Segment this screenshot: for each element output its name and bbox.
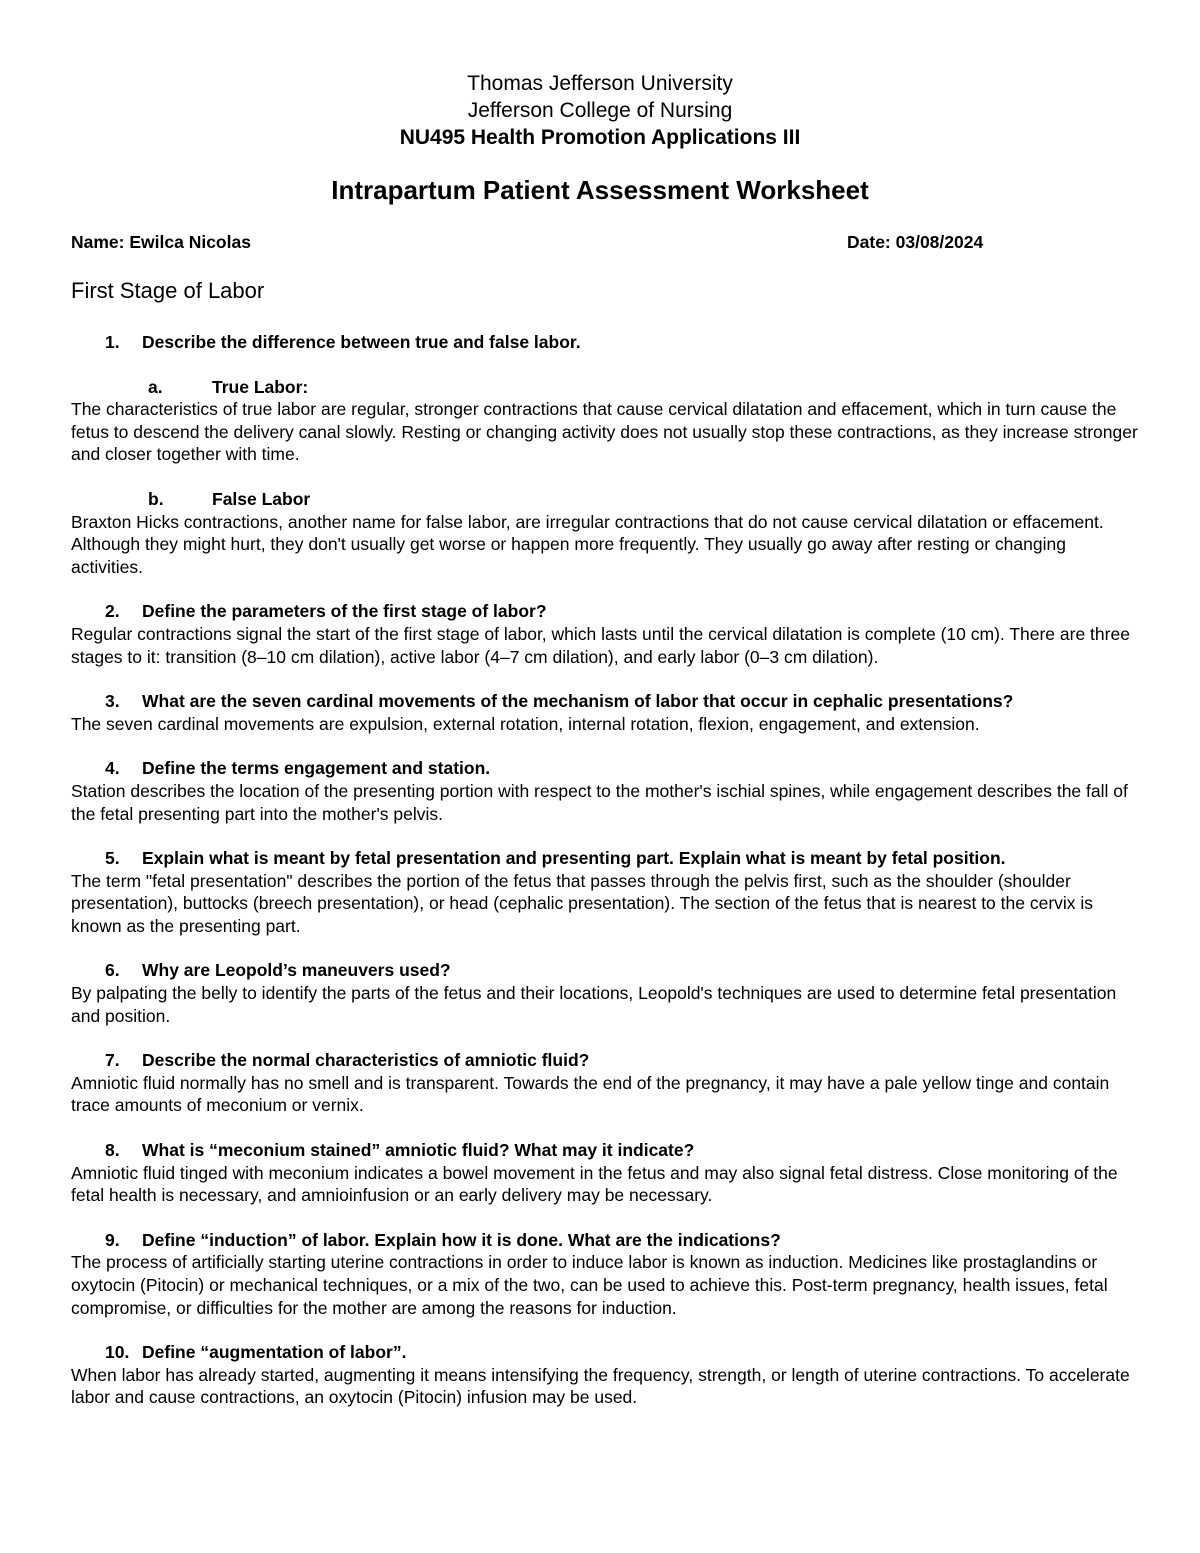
question-number: 8. <box>105 1140 120 1161</box>
question-text: Describe the difference between true and false labor. <box>142 332 581 352</box>
answer-text: The process of artificially starting uterine contractions in order to induce labor is known as induction. Medicines like prostaglandins or oxytocin (Pitocin) or mechanical techniques, or a mix of the two, can be used to achieve this. Post-term pregnancy, health issues, fetal compromise, or difficulties for the mother are among the reasons for induction. <box>71 1252 1108 1318</box>
question-heading <box>105 600 1141 623</box>
question-number: 7. <box>105 1050 120 1071</box>
answer-text: Braxton Hicks contractions, another name for false labor, are irregular contractions that do not cause cervical dilatation or effacement. Although they might hurt, they don't usually get worse or happen more frequently. They usually go away after resting or changing activities. <box>71 511 1104 577</box>
section-heading: First Stage of Labor <box>71 278 265 303</box>
answer-text: When labor has already started, augmenting it means intensifying the frequency, strength, or length of uterine contractions. To accelerate labor and cause contractions, an oxytocin (Pitocin) infusion may be used. <box>71 1364 1130 1408</box>
question-number: 4. <box>105 758 120 779</box>
college-name: Jefferson College of Nursing <box>467 99 733 122</box>
question-heading <box>105 847 1141 870</box>
worksheet-title: Intrapartum Patient Assessment Worksheet <box>331 175 869 205</box>
question-heading <box>105 959 1141 982</box>
question-heading <box>105 690 1141 713</box>
question-heading <box>105 1049 1141 1072</box>
answer-text: Amniotic fluid normally has no smell and is transparent. Towards the end of the pregnancy, it may have a pale yellow tinge and contain trace amounts of meconium or vernix. <box>71 1072 1110 1116</box>
sub-question-text: False Labor <box>212 488 311 509</box>
answer-text: The characteristics of true labor are regular, stronger contractions that cause cervical dilatation and effacement, which in turn cause the fetus to descend the delivery canal slowly. Resting or changing activity does not usually stop these contractions, as they increase stronger and closer together with time. <box>71 399 1138 465</box>
student-name: Name: Ewilca Nicolas <box>71 232 251 252</box>
question-number: 6. <box>105 960 120 981</box>
question-number: 5. <box>105 848 120 869</box>
sub-question-letter: a. <box>148 376 163 397</box>
answer-text: By palpating the belly to identify the parts of the fetus and their locations, Leopold's techniques are used to determine fetal presentation and position. <box>71 983 1117 1026</box>
question-text: Explain what is meant by fetal presentation and presenting part. Explain what is meant by fetal position. <box>142 848 1006 869</box>
answer-text: The seven cardinal movements are expulsion, external rotation, internal rotation, flexion, engagement, and extension. <box>71 713 980 734</box>
question-text: What is “meconium stained” amniotic fluid? What may it indicate? <box>142 1140 695 1161</box>
question-number: 10. <box>105 1342 130 1363</box>
question-text: Define the parameters of the first stage of labor? <box>142 601 547 622</box>
answer-text: The term "fetal presentation" describes the portion of the fetus that passes through the pelvis first, such as the shoulder (shoulder presentation), buttocks (breech presentation), or head (cephalic presentation). The section of the fetus that is nearest to the cervix is known as the presenting part. <box>71 870 1094 936</box>
sub-question-letter: b. <box>148 488 164 509</box>
question-heading <box>105 1341 1141 1364</box>
question-text: Define the terms engagement and station. <box>142 758 491 779</box>
question-text: Describe the normal characteristics of amniotic fluid? <box>142 1050 590 1071</box>
question-number: 3. <box>105 691 120 712</box>
question-text: Define “induction” of labor. Explain how it is done. What are the indications? <box>142 1229 781 1250</box>
sub-question-heading <box>148 488 1141 511</box>
question-text: Define “augmentation of labor”. <box>142 1342 407 1363</box>
question-heading <box>105 1229 1141 1252</box>
question-number: 2. <box>105 601 120 622</box>
question-heading <box>105 331 1141 354</box>
answer-text: Amniotic fluid tinged with meconium indicates a bowel movement in the fetus and may also signal fetal distress. Close monitoring of the fetal health is necessary, and amnioinfusion or an early delivery may be necessary. <box>71 1162 1118 1206</box>
answer-text: Station describes the location of the presenting portion with respect to the mother's ischial spines, while engagement describes the fall of the fetal presenting part into the mother's pelvis. <box>71 780 1128 824</box>
worksheet-date: Date: 03/08/2024 <box>847 232 984 252</box>
question-list <box>71 331 1141 1409</box>
question-number: 9. <box>105 1229 120 1250</box>
course-title: NU495 Health Promotion Applications III <box>399 126 801 149</box>
answer-text: Regular contractions signal the start of the first stage of labor, which lasts until the cervical dilatation is complete (10 cm). There are three stages to it: transition (8–10 cm dilation), active labor (4–7 cm dilation), and early labor (0–3 cm dilation). <box>71 623 1130 667</box>
question-number: 1. <box>105 332 120 352</box>
question-text: Why are Leopold’s maneuvers used? <box>142 960 451 981</box>
question-heading <box>105 757 1141 780</box>
question-text: What are the seven cardinal movements of the mechanism of labor that occur in cephalic presentations? <box>142 691 1014 712</box>
sub-question-text: True Labor: <box>212 376 309 397</box>
sub-question-heading <box>148 376 1141 399</box>
university-name: Thomas Jefferson University <box>467 72 733 95</box>
question-heading <box>105 1139 1141 1162</box>
document-header <box>0 70 1200 151</box>
